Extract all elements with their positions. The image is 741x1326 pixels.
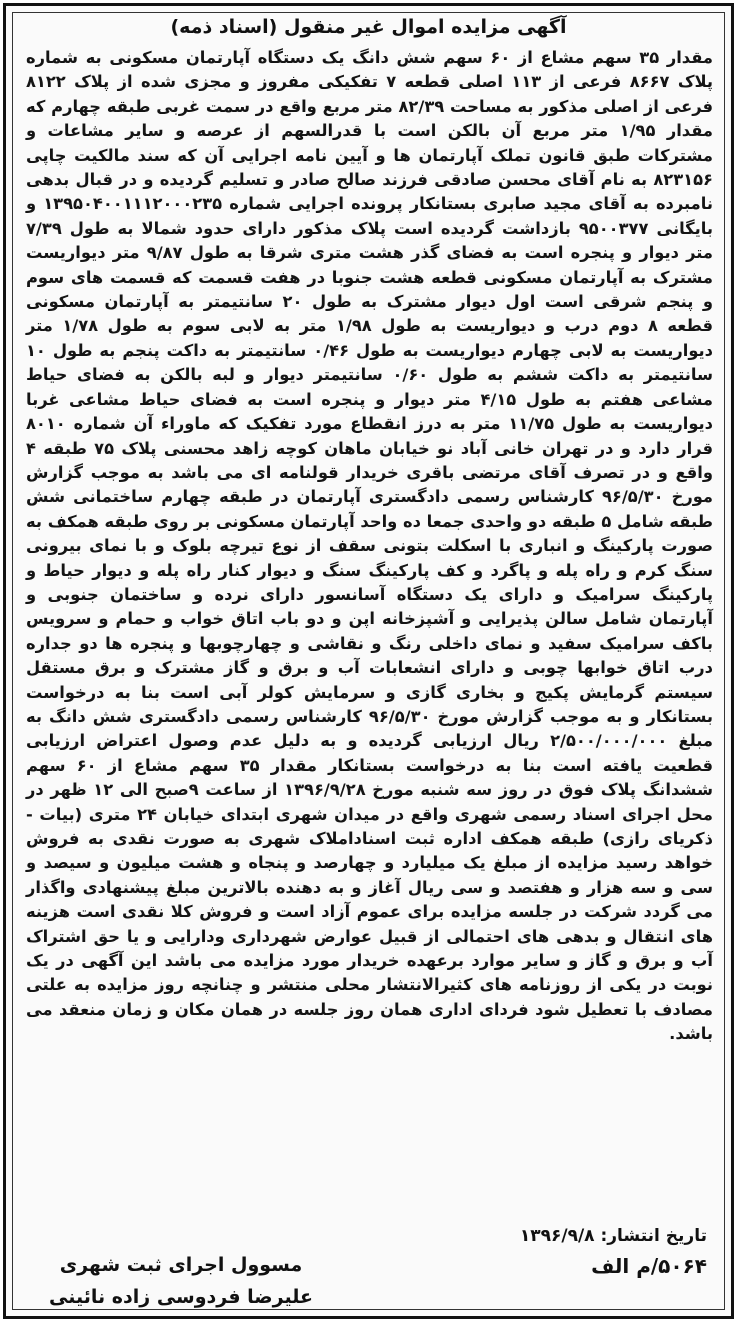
notice-body: مقدار ۳۵ سهم مشاع از ۶۰ سهم شش دانگ یک دستگاه آپارتمان مسکونی به شماره پلاک ۸۶۶۷ فرعی از ۱۱۳ اصلی قطعه ۷ تفکیکی مفروز و مجزی شده از پلاک ۸۱۲۲ فرعی از اصلی مذکور به مساحت ۸۲/۳۹ متر مربع واقع در سمت غربی طبقه چهارم که مقدار ۱/۹۵ متر مربع آن بالکن است با قدرالسهم از عرصه و سایر مشاعات و مشترکات طبق قانون تملک آپارتمان ها و آیین نامه اجرایی آن که سند مالکیت چاپی ۸۲۳۱۵۶ به نام آقای محسن صادقی فرزند صالح صادر و تسلیم گردیده و در قبال بدهی نامبرده به آقای مجید صابری بستانکار پرونده اجرایی شماره ۱۳۹۵۰۴۰۰۱۱۱۲۰۰۰۲۳۵ و بایگانی ۹۵۰۰۳۷۷ بازداشت گردیده است پلاک مذکور دارای حدود شمالا به طول ۷/۳۹ متر دیوار و پنجره است به فضای گذر هشت متری شرقا به طول ۹/۸۷ متر دیواریست مشترک به آپارتمان مسکونی قطعه هشت جنوبا در هفت قسمت که قسمت های سوم و پنجم شرقی است اول دیوار مشترک به طول ۲۰ سانتیمتر به آپارتمان مسکونی قطعه ۸ دوم درب و دیواریست به طول ۱/۹۸ متر به لابی سوم به طول ۱/۷۸ متر دیواریست به لابی چهارم دیواریست به طول ۰/۴۶ سانتیمتر به داکت پنجم به طول ۱۰ سانتیمتر به داکت ششم به طول ۰/۶۰ سانتیمتر دیوار و لبه بالکن به فضای حیاط مشاعی هفتم به طول ۴/۱۵ متر دیوار و پنجره است به فضای حیاط مشاعی غربا دیواریست به طول ۱۱/۷۵ متر به درز انقطاع مورد تفکیک که ماوراء آن شماره ۸۰۱۰ قرار دارد و در تهران خانی آباد نو خیابان ماهان کوچه زاهد محسنی پلاک ۷۵ طبقه ۴ واقع و در تصرف آقای مرتضی باقری خریدار قولنامه ای می باشد به موجب گزارش مورخ ۹۶/۵/۳۰ کارشناس رسمی دادگستری آپارتمان در طبقه چهارم ساختمانی شش طبقه شامل ۵ طبقه دو واحدی جمعا ده واحد آپارتمان مسکونی بر روی طبقه همکف به صورت پارکینگ و انباری با اسکلت بتونی سقف از نوع تیرچه بلوک و با نمای بیرونی سنگ کرم و راه پله و پاگرد و کف پارکینگ سنگ و دیوار کنار راه پله و دیوار حیاط و پارکینگ سرامیک و دارای یک دستگاه آسانسور دارای نرده و ساختمان جنوبی و آپارتمان شامل سالن پذیرایی و آشپزخانه اپن و دو باب اتاق خواب و حمام و سرویس باکف سرامیک سفید و نمای داخلی رنگ و نقاشی و چهارچوبها و پنجره ها دو جداره درب اتاق خوابها چوبی و دارای انشعابات آب و برق و گاز مشترک و برق مستقل سیستم گرمایش پکیج و بخاری گازی و سرمایش کولر آبی است بنا به درخواست بستانکار و به موجب گزارش مورخ ۹۶/۵/۳۰ کارشناس رسمی دادگستری شش دانگ به مبلغ ۲/۵۰۰/۰۰۰/۰۰۰ ریال ارزیابی گردیده و به دلیل عدم وصول اعتراض ارزیابی قطعیت یافته است بنا به درخواست بستانکار مقدار ۳۵ سهم مشاع از ۶۰ سهم ششدانگ پلاک فوق در روز سه شنبه مورخ ۱۳۹۶/۹/۲۸ از ساعت ۹صبح الی ۱۲ ظهر در محل اجرای اسناد رسمی شهری واقع در میدان شهری ابتدای خیابان ۲۴ متری (بیات - ذکریای رازی) طبقه همکف اداره ثبت اسناداملاک شهری به صورت نقدی به فروش خواهد رسید مزایده از مبلغ یک میلیارد و چهارصد و پنجاه و هشت میلیون و سیصد و سی و سه هزار و هفتصد و سی ریال آغاز و به دهنده بالاترین مبلغ پیشنهادی واگذار می گردد شرکت در جلسه مزایده برای عموم آزاد است و فروش کلا نقدی است هزینه های انتقال و بدهی های احتمالی از قبیل عوارض شهرداری ودارایی و یا حق اشتراک آب و برق و گاز و سایر موارد برعهده خریدار مورد مزایده می باشد این آگهی در یک نوبت در یکی از روزنامه های کثیرالانتشار محلی منتشر و چنانچه روز مزایده به علتی مصادف با تعطیل شود فردای اداری همان روز جلسه در همان مکان و زمان منعقد می باشد. (26, 48, 714, 1044)
publication-date: تاریخ انتشار: ۱۳۹۶/۹/۸ (519, 1226, 707, 1246)
notice-title: آگهی مزایده اموال غیر منقول (اسناد ذمه) (170, 16, 567, 38)
notice-frame (3, 3, 734, 1319)
signature-title: مسوول اجرای ثبت شهری (59, 1254, 303, 1276)
signature-name: علیرضا فردوسی زاده نائینی (49, 1286, 313, 1308)
notice-code: ۵۰۶۴/م الف (591, 1254, 707, 1278)
